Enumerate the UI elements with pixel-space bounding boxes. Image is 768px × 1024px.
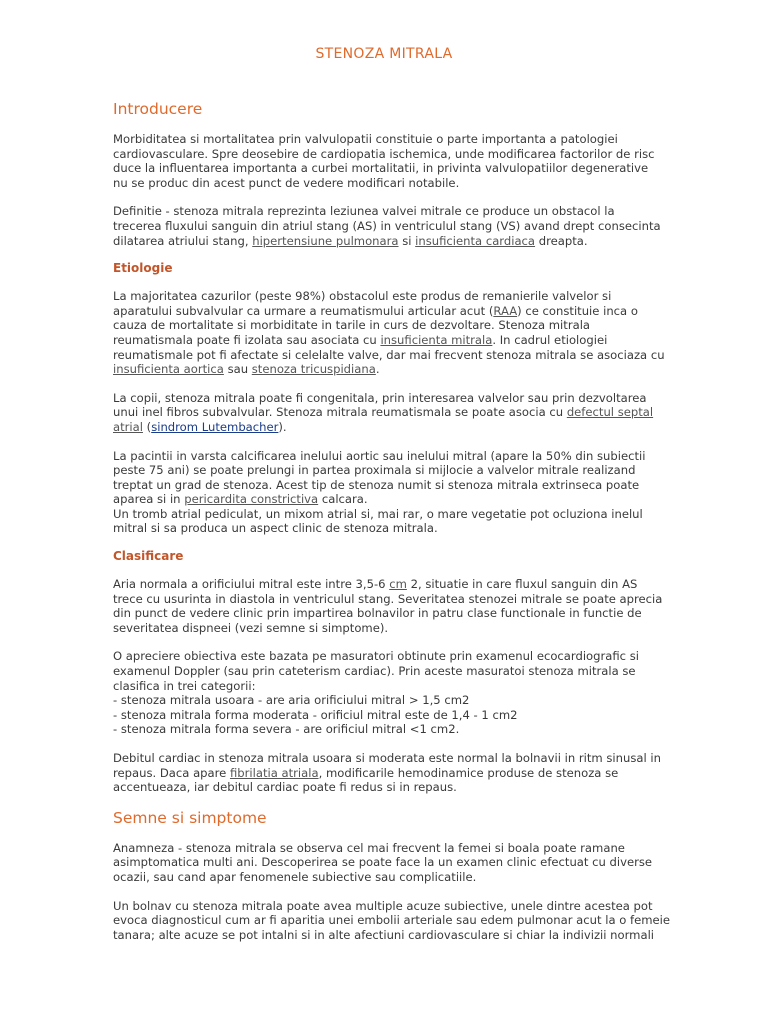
paragraph-semne-1: Anamneza - stenoza mitrala se observa cel mai frecvent la femei si boala poate ramane asimptomatica multi ani. Descoperirea se poate face la un examen clinic efectuat cu diverse ocazii, sau cand apar fenomenele subiective sau complicatiile. xyxy=(113,840,653,884)
paragraph-etiologie-1 xyxy=(113,289,673,377)
text-run: La pacintii in varsta calcificarea inelului aortic sau inelului mitral (apare la 50% din subiectii peste 75 ani) se poate prelungi in partea proximala si mijlocie a valvelor mitrale realizand treptat un grad de stenoza. Acest tip de stenoza numit si stenoza mitrala extrinseca poate aparea si in xyxy=(113,448,646,507)
link-cm[interactable]: cm xyxy=(389,577,407,592)
text-run: dreapta. xyxy=(535,233,588,248)
link-insuficienta-aortica[interactable]: insuficienta aortica xyxy=(113,362,224,377)
text-run: ). xyxy=(278,419,287,434)
paragraph-etiologie-2 xyxy=(113,391,673,435)
heading-clasificare: Clasificare xyxy=(113,549,184,564)
text-run: 2, situatie in care fluxul sanguin din AS trece cu usurinta in diastola in ventriculul stang. Severitatea stenozei mitrale se poate aprecia din punct de vedere clinic prin impartirea bolnavilor in patru clase functionale in functie de severitatea dispneei (vezi semne si simptome). xyxy=(113,577,663,635)
heading-introducere: Introducere xyxy=(113,100,203,118)
link-raa[interactable]: RAA xyxy=(493,303,518,318)
paragraph-clasificare-3 xyxy=(113,751,673,795)
link-fibrilatia-atriala[interactable]: fibrilatia atriala xyxy=(229,765,319,780)
link-hipertensiune-pulmonara[interactable]: hipertensiune pulmonara xyxy=(252,233,399,248)
document-title: STENOZA MITRALA xyxy=(315,46,453,62)
text-run: calcara. Un tromb atrial pediculat, un mixom atrial si, mai rar, o mare vegetatie pot ocluziona inelul mitral si sa produca un aspect clinic de stenoza mitrala. xyxy=(113,492,643,536)
text-run: Debitul cardiac in stenoza mitrala usoara si moderata este normal la bolnavii in ritm sinusal in repaus. Daca apare xyxy=(113,751,661,780)
paragraph-clasificare-2: O apreciere obiectiva este bazata pe masuratori obtinute prin examenul ecocardiografic si examenul Doppler (sau prin cateterism cardiac). Prin aceste masuratoi stenoza mitrala se clasifica in trei categorii: - stenoza mitrala usoara - are aria orificiului mitral > 1,5 cm2 - stenoza mitrala forma moderata - orificiul mitral este de 1,4 - 1 cm2 - stenoza mitrala forma severa - are orificiul mitral <1 cm2. xyxy=(113,649,640,737)
text-run: . In cadrul etiologiei reumatismale pot fi afectate si celelalte valve, dar mai frecvent stenoza mitrala se asociaza cu xyxy=(113,332,665,362)
heading-etiologie: Etiologie xyxy=(113,261,173,276)
text-run: La majoritatea cazurilor (peste 98%) obstacolul este produs de remanierile valvelor si aparatului subvalvular ca urmare a reumatismului articular acut ( xyxy=(113,289,612,318)
text-run: , modificarile hemodinamice produse de stenoza se accentueaza, iar debitul cardiac poate fi redus si in repaus. xyxy=(113,765,619,795)
link-insuficienta-mitrala[interactable]: insuficienta mitrala xyxy=(380,332,493,347)
link-defectul-septal-atrial[interactable]: defectul septal atrial xyxy=(113,405,654,434)
link-insuficienta-cardiaca[interactable]: insuficienta cardiaca xyxy=(415,233,536,248)
text-run: . xyxy=(375,362,380,377)
text-run: ( xyxy=(142,419,152,434)
link-stenoza-tricuspidiana[interactable]: stenoza tricuspidiana xyxy=(251,362,376,377)
paragraph-introducere-1: Morbiditatea si mortalitatea prin valvulopatii constituie o parte importanta a patologiei cardiovasculare. Spre deosebire de cardiopatia ischemica, unde modificarea factorilor de risc duce la influentarea importanta a curbei mortalitatii, in privinta valvulopatiilor degenerative nu se produc din acest punct de vedere modificari notabile. xyxy=(113,132,655,190)
link-pericardita-constrictiva[interactable]: pericardita constrictiva xyxy=(184,492,319,507)
text-run: La copii, stenoza mitrala poate fi congenitala, prin interesarea valvelor sau prin dezvoltarea unui inel fibros subvalvular. Stenoza mitrala reumatismala se poate asocia cu xyxy=(113,390,647,420)
paragraph-clasificare-1 xyxy=(113,577,673,635)
paragraph-semne-2: Un bolnav cu stenoza mitrala poate avea multiple acuze subiective, unele dintre acestea pot evoca diagnosticul cum ar fi aparitia unei embolii arteriale sau edem pulmonar acut la o femeie tanara; alte acuze se pot intalni si in alte afectiuni cardiovasculare si chiar la indivizii normali xyxy=(113,898,671,942)
text-run: ) ce constituie inca o cauza de mortalitate si morbiditate in tarile in curs de dezvoltare. Stenoza mitrala reumatismala poate fi izolata sau asociata cu xyxy=(113,303,638,347)
paragraph-etiologie-3 xyxy=(113,449,673,537)
paragraph-definitie xyxy=(113,204,673,248)
text-run: sau xyxy=(223,362,252,377)
text-run: Aria normala a orificiului mitral este intre 3,5-6 xyxy=(113,577,390,592)
document-content xyxy=(113,100,673,942)
text-run: si xyxy=(398,233,416,248)
heading-semne-si-simptome: Semne si simptome xyxy=(113,808,267,827)
text-run: Definitie - stenoza mitrala reprezinta leziunea valvei mitrale ce produce un obstacol la trecerea fluxului sanguin din atriul stang (AS) in ventriculul stang (VS) avand drept consecinta dilatarea atriului stang, xyxy=(113,204,661,248)
link-sindrom-lutembacher[interactable]: sindrom Lutembacher xyxy=(151,419,279,434)
